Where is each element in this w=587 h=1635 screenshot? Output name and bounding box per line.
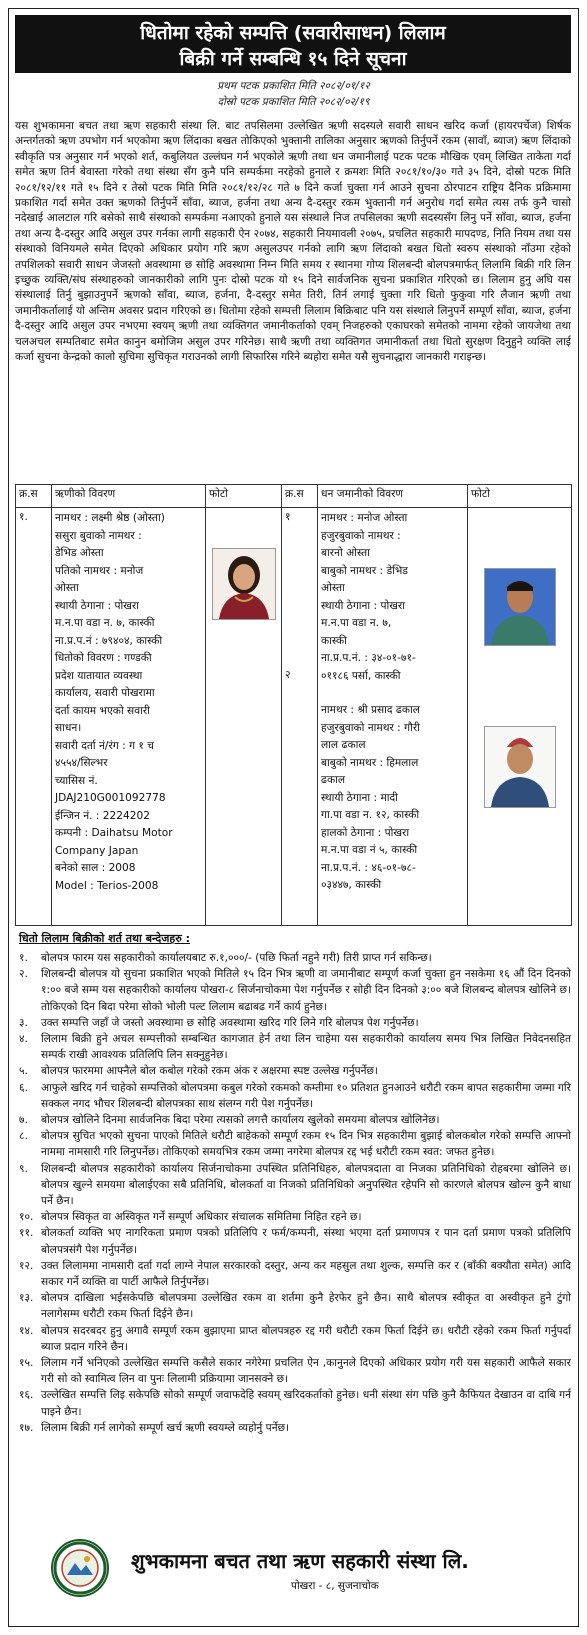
detail-line: पतिको नामथर : मनोज (55, 564, 144, 577)
detail-line: ओस्ता (55, 582, 79, 594)
guarantor-1-details (321, 510, 464, 685)
term-text: बोलपत्र फारम यस सहकारीको कार्यालयबाट रु.१,०००/- (पछि फिर्ता नहुने गरी) तिरी प्राप्त गर्न सकिन्छ। (41, 952, 432, 964)
detail-line: हजुरबुवाको नामथर : गौरी (321, 721, 420, 734)
notice-title-banner (15, 15, 571, 73)
term-text: बोलकर्ता व्यक्ति भए नागरिकता प्रमाण पत्रको प्रतिलिपि र फर्म/कम्पनी, संस्था भएमा दर्ता प्रमाणपत्र र पान दर्ता प्रमाण पत्रको प्रतिलिपि बोलपत्रसंगै पेश गर्नुपर्नेछ। (41, 1227, 571, 1256)
term-text: उक्त लिलाममा नामसारी दर्ता गर्दा लाग्ने नेपाल सरकारको दस्तुर, अन्य कर महसुल तथा शुल्क, सम्पत्ति कर र (बाँकी बक्यौता समेत) आदि सकार गर्ने व्यक्ति वा पार्टी आफैले तिर्नुपर्नेछ। (41, 1259, 571, 1289)
borrower-photo-cell (206, 508, 282, 926)
detail-line: गा.पा वडा न. १२, कास्की (321, 809, 420, 821)
detail-line: म.न.पा वडा न. ७, (321, 617, 392, 629)
term-number: ९. (19, 1162, 28, 1175)
guarantor-photo-cell (468, 508, 572, 926)
second-publication-date: दोस्रो पटक प्रकाशित मिति २०८२/०२/१९ (217, 96, 370, 108)
detail-line: दर्ता कायम भएको सवारी (55, 704, 150, 717)
term-number: १०. (19, 1211, 34, 1224)
detail-line: हजुरबुवाको नामथर : (321, 529, 401, 542)
borrower-sn: १. (16, 508, 52, 926)
term-item (19, 1290, 571, 1322)
borrower-details (52, 508, 206, 926)
term-number: ५. (19, 1065, 28, 1078)
detail-line: स्थायी ठेगाना : पोखरा (321, 599, 405, 612)
term-item (19, 1015, 571, 1031)
detail-line: बनेको साल : 2008 (55, 862, 136, 874)
term-text: बोलपत्र खोलिने दिनमा सार्वजनिक बिदा परेमा त्यसको लगत्तै कार्यालय खुलेको समयमा बोलपत्र खोलिनेछ। (41, 1114, 440, 1127)
term-number: १६. (19, 1389, 34, 1402)
term-text: आफुले खरिद गर्न चाहेको सम्पत्तिको बोलपत्रमा कबुल गरेको रकमको कम्तीमा १० प्रतिशत हुनआउने धरौटी रकम बापत सहकारीमा जम्मा गरि सक्कल नगद भौचर शिलबन्दी बोलपत्रका साथ संलग्न गरी पेश गर्नुपर्नेछ। (41, 1081, 571, 1110)
terms-heading: धितो लिलाम बिक्रीको शर्त तथा बन्देजहरु : (19, 932, 191, 945)
detail-line: साधन। (55, 722, 82, 734)
term-number: १. (19, 952, 28, 964)
term-text: लिलाम बिक्री हुने अचल सम्पत्तीको सम्बन्धित कागजात हेर्न तथा लिन चाहेमा यस सहकारीको कार्यालय समय भित्र लिखित निवेदनसहित सम्पर्क राखी आवश्यक प्रतिलिपि लिन सक्नुहुनेछ। (41, 1033, 571, 1062)
term-text: लिलाम बिक्री गर्न लागेको सम्पूर्ण खर्च ऋणी स्वयम्ले व्यहोर्नु पर्नेछ। (41, 1421, 290, 1434)
detail-line: हालको ठेगाना : पोखरा (321, 826, 410, 839)
detail-line: Model : Terios-2008 (55, 879, 159, 892)
borrower-photo (212, 548, 276, 620)
intro-paragraph: यस शुभकामना बचत तथा ऋण सहकारी संस्था लि. बाट तपसिलमा उल्लेखित ऋणी सदस्यले सवारी साधन खरिद कर्जा (हायरपर्चेज) शिर्षक अन्तर्गतको ऋण उपभोग गर्न भएकोमा ऋण लिंदाका बखत तोकिएको भुक्तानी तालिका अनुसार ऋणको तिर्नुपर्ने रकम (सावाँ, ब्याज) ऋण लिंदाको स्वीकृति पत्र अनुसार गर्न भएको शर्त, कबुलियत उल्लंघन गर्न भएकोले ऋणी तथा धन जमानीलाई पटक पटक मौखिक एवम् लिखित ताकेता गर्दा समेत ऋण तिर्न बेवास्ता गरेको तथा संस्था सँग कुनै पनि सम्पर्कमा नरहेको हुनाले र क्रमशः मिति २०८१/१०/३० गते ३५ दिने, दोस्रो पटक मिति २०८१/१२/११ गते १५ दिने र तेस्रो पटक मिति मिति २०८१/१२/२८ गते ७ दिने कर्जा चुक्ता गर्न आउने सुचना ठोरपाटन राष्ट्रिय दैनिक प्रक्रिमामा प्रकाशित गर्दा समेत उक्त ऋणको तिर्नुपर्ने साँवा, ब्याज, हर्जना तथा अन्य दै-दस्तुर रकम भुक्तानी गर्न अनुरोध गर्दा समेत त्यस तर्फ कुनै चासो नदेखाई आलटाल गरि बसेको साथै संस्थाको सम्पर्कमा नआएको हुनाले यस संस्थाले निज तपसिलका ऋणी सदस्यसँग लिनु पर्ने साँवा, ब्याज, हर्जना तथा अन्य दै-दस्तुर आदि असुल उपर गर्नका लागी सहकारी ऐन २०७४, सहकारी नियमावली २०७५, प्रचलित सहकारी मापदण्ड, निति नियम तथा यस संस्थाको विनियमले समेत दिएको अधिकार प्रयोग गरि ऋण असुलउपर गर्नको लागि ऋण लिंदाको बखत धितो स्वरुप संस्थाको नाँउमा रहेको तपशिलको सवारी साधन जेजस्तो अवस्थामा छ सोहि अवस्थामा निम्न मिति समय र स्थानमा गोप्य शिलबन्दी बोलपत्रमार्फत् लिलामि बिक्री गरि लिन इच्छुक व्यक्ति/संघ संस्थाहरुको जानकारीको लागि पुनः दोस्रो पटक यो १५ दिने सार्वजनिक सुचना प्रकाशित गरिएको छ। लिलाम हुनु अघि यस संस्थालाई तिर्नु बुझाउनुपर्ने ऋणको साँवा, ब्याज, हर्जना, दै-दस्तुर समेत तिरी, तिर्न लगाई चुक्ता गरि धितो फुकुवा गरि लैजान ऋणी तथा जमानीकर्तालाई यो अन्तिम अवसर प्रदान गरिएको छ। धितोमा रहेको सम्पत्ती लिलाम बिक्रिबाट पनि यस संस्थाले लिनुपर्ने सम्पूर्ण साँवा, ब्याज, हर्जना दै-दस्तुर आदि असुल उपर नभएमा स्वयम् ऋणी तथा व्यक्तिगत जमानीकर्ताको एवम् निजहरुको एकाघरको समेतको नाममा रहेको जायजेथा तथा चलअचल सम्पतिबाट समेत कानुन बमोजिम असुल उपर गरिनेछ। साथै ऋणी तथा व्यक्तिगत जमानीकर्ता तथा धितो सुरक्षण दिनुहुने व्यक्ति लाई कर्जा सुचना केन्द्रको कालो सुचिमा सुचिकृत गराउनको लागी सिफारिस गरिने ब्यहोरा समेत यसै सुचनाद्धारा जानकारी गराइन्छ। (15, 120, 572, 364)
term-number: १२. (19, 1259, 34, 1272)
detail-line: स्थायी ठेगाना : पोखरा (55, 599, 139, 612)
detail-line: ईन्जिन नं. : 2224202 (55, 809, 150, 822)
detail-line: JDAJ210G001092778 (55, 792, 166, 804)
detail-line: स्थायी ठेगाना : मादी (321, 791, 398, 804)
header-borrower-details: ऋणीको विवरण (52, 485, 206, 508)
detail-line: ४५५४/सिल्भर (55, 757, 108, 769)
detail-line: कार्यालय, सवारी पोखरामा (55, 687, 155, 699)
terms-list (19, 950, 571, 1436)
cooperative-logo (51, 1539, 109, 1597)
term-item (19, 1080, 571, 1112)
term-item (19, 1063, 571, 1079)
borrower-guarantor-table (15, 484, 572, 926)
organization-name: शुभकामना बचत तथा ऋण सहकारी संस्था लि. (131, 1549, 469, 1573)
first-publication-date: प्रथम पटक प्रकाशित मिति २०८२/०१/१२ (217, 80, 370, 92)
notice-title-line1: धितोमा रहेको सम्पत्ति (सवारीसाधन) लिलाम (140, 22, 446, 44)
guarantor-sn-cell (282, 508, 318, 926)
guarantor-details (318, 508, 468, 926)
term-number: ३. (19, 1016, 28, 1029)
term-number: ७. (19, 1114, 28, 1127)
term-number: १३. (19, 1292, 34, 1305)
detail-line: ससुरा बुवाको नामथर : (55, 529, 142, 542)
detail-line: कास्की (321, 634, 347, 647)
organization-address: पोखरा - ८, सुजनाचोक (291, 1580, 379, 1592)
term-number: ४. (19, 1033, 28, 1046)
detail-line: ओस्ता (321, 582, 345, 594)
term-text: उल्लेखित सम्पत्ति लिइ सकेपछि सोको सम्पूर्ण जवाफदेहि स्वयम् खरिदकर्ताको हुनेछ। धनी संस्था संग पछि कुनै कैफियत देखाउन वा दाबि गर्न पाइने छैन। (41, 1389, 571, 1418)
term-number: १५. (19, 1357, 34, 1370)
table-row (16, 508, 572, 926)
term-item (19, 1161, 571, 1210)
header-photo: फोटो (206, 485, 282, 508)
detail-line: बाबुको नामथर : डेभिड (321, 564, 408, 577)
detail-line: ना.प्र.प.नं. : ३४-०१-७१- (321, 652, 416, 664)
guarantor-2-details (321, 702, 464, 895)
detail-line: म.न.पा वडा न. ७, कास्की (55, 617, 155, 629)
detail-line: बाबुको नामथर : हिमलाल (321, 756, 419, 769)
term-item (19, 1355, 571, 1387)
detail-line: ढकाल (321, 774, 346, 786)
term-number: १७. (19, 1421, 34, 1434)
detail-line: डेभिड ओस्ता (55, 547, 104, 559)
term-number: १४. (19, 1324, 34, 1337)
header-sn-2: क्र.स (282, 485, 318, 508)
term-item (19, 1387, 571, 1419)
header-photo-2: फोटो (468, 485, 572, 508)
term-text: बोलपत्र सुचित भएको सुचना पाएको मितिले धरौटी बाहेकको सम्पूर्ण रकम १५ दिन भित्र सहकारीमा बुझाई बोलकबोल गरेको सम्पत्ति आफ्नो नाममा नामसारी गरि लिनुपर्नेछ। तोकिएको समयभित्र रकम जम्मा नगरेमा बोलपत्र रद्द भई धरौटी रकम स्वत: जफत हुनेछ। (41, 1130, 571, 1159)
term-item (19, 966, 571, 1015)
term-number: ११. (19, 1227, 34, 1240)
term-text: शिलबन्दी बोलपत्र यो सुचना प्रकाशित भएको मितिले १५ दिन भित्र ऋणी वा जमानीबाट सम्पूर्ण कर्जा चुक्ता हुन नसकेमा १६ औं दिन दिनको १:०० बजे सम्म यस सहकारीको कार्यालय पोखरा-८ सिर्जनाचोकमा पेश गर्नुपर्नेछ र सोही दिन दिनको ३:०० बजे शिलबन्द बोलपत्र खोलिने छ। तोकिएको दिन बिदा परेमा सोको भोली पल्ट लिलाम बढाबढ गर्ने कार्य हुनेछ। (41, 968, 571, 1013)
term-number: ८. (19, 1130, 28, 1143)
detail-line: ना.प्र.प.नं. : ४६-०१-७८- (321, 861, 416, 874)
guarantor-2-sn: २ (285, 669, 291, 681)
term-item (19, 1420, 571, 1436)
term-item (19, 1225, 571, 1257)
notice-page (8, 8, 579, 1627)
detail-line: नामथर : श्री प्रसाद ढकाल (321, 704, 420, 716)
term-item (19, 1128, 571, 1160)
detail-line: प्रदेश यातायात व्यवस्था (55, 669, 143, 682)
detail-line: च्यासिस नं. (55, 774, 98, 787)
term-item (19, 1258, 571, 1290)
detail-line: कम्पनी : Daihatsu Motor (55, 827, 173, 839)
footer (15, 1539, 571, 1619)
term-text: बोलपत्र दाखिला भईसकेपछि बोलपत्रमा उल्लेखित रकम वा शर्तमा कुनै हेरफेर हुने छैन। साथै बोलपत्र स्वीकृत वा अस्वीकृत हुने टुंगो नलागेसम्म धरौटी रकम फिर्ता दिईने छैन। (41, 1292, 571, 1321)
detail-line: सवारी दर्ता नं/रंग : ग १ च (55, 739, 154, 752)
detail-line: धितोको विवरण : गण्डकी (55, 652, 152, 664)
guarantor-1-photo (484, 568, 556, 646)
table-header-row (16, 485, 572, 508)
header-sn: क्र.स (16, 485, 52, 508)
detail-line: बारनो ओस्ता (321, 547, 370, 559)
term-text: बोलपत्र स्विकृत वा अस्विकृत गर्ने सम्पूर्ण अधिकार संचालक समितिमा निहित रहने छ। (41, 1211, 362, 1224)
term-item (19, 1323, 571, 1355)
guarantor-2-photo (484, 726, 556, 808)
notice-title-line2: बिक्री गर्ने सम्बन्धि १५ दिने सूचना (179, 48, 407, 70)
detail-line: ना.प्र.प.नं : ७९४०४, कास्की (55, 634, 163, 647)
term-item (19, 1031, 571, 1063)
guarantor-1-sn: १ (285, 511, 291, 523)
term-item (19, 950, 571, 966)
detail-line: नामथर : मनोज ओस्ता (321, 512, 408, 524)
term-number: ६. (19, 1081, 28, 1094)
term-text: शिलबन्दी बोलपत्र सहकारीको कार्यालय सिर्जनाचोकमा उपस्थित प्रतिनिधिहरु, बोलपत्रदाता वा निजका प्रतिनिधिको रोहबरमा खोलिने छ। बोलपत्र खुल्ने समयमा बोलाईएका सबै प्रतिनिधि, बोलकर्ता वा निजको प्रतिनिधिको अनुपस्थित रहेपनि सो कारणले बोलपत्र खोल्न कुनै बाधा पर्ने छैन। (41, 1162, 571, 1208)
detail-line: लाल ढकाल (321, 739, 366, 751)
detail-line: ०११८६ पर्सा, कास्की (321, 669, 401, 682)
term-item (19, 1112, 571, 1128)
detail-line: नामथर : लक्ष्मी श्रेष्ठ (ओस्ता) (55, 512, 165, 524)
term-text: उक्त सम्पत्ति जहाँ जे जस्तो अवस्थामा छ सोहि अवस्थामा खरिद गरि लिने गरि बोलपत्र पेश गर्नुपर्नेछ। (41, 1016, 419, 1029)
term-number: २. (19, 968, 28, 981)
term-item (19, 1209, 571, 1225)
detail-line: Company Japan (55, 844, 139, 857)
term-text: लिलाम गर्ने भनिएको उल्लेखित सम्पत्ति कसैले सकार नगेरेमा प्रचलित ऐन ,कानुनले दिएको अधिकार प्रयोग गरी यस सहकारी आफैले सकार गरी सो को स्वामित्व लिन वा पुनः लिलामी प्रक्रियामा जानसक्ने छ। (41, 1357, 571, 1386)
term-text: बोलपत्र फारममा आफ्नैले बोल कबोल गरेको रकम अंक र अक्षरमा स्पष्ट उल्लेख गर्नुपर्नेछ। (41, 1065, 378, 1078)
detail-line: म.न.पा वडा नं ५, कास्की (321, 844, 418, 856)
header-guarantor-details: धन जमानीको विवरण (318, 485, 468, 508)
term-text: बोलपत्र सदरबदर हुनु अगावै सम्पूर्ण रकम बुझाएमा प्राप्त बोलपत्रहरु रद्द गरी धरौटी रकम फिर्ता दिईने छ। धरौटी रहेको रकम फिर्ता गर्नुपर्दा ब्याज प्रदान गरिने छैन। (41, 1324, 571, 1353)
detail-line: ०३४४७, कास्की (321, 879, 382, 891)
